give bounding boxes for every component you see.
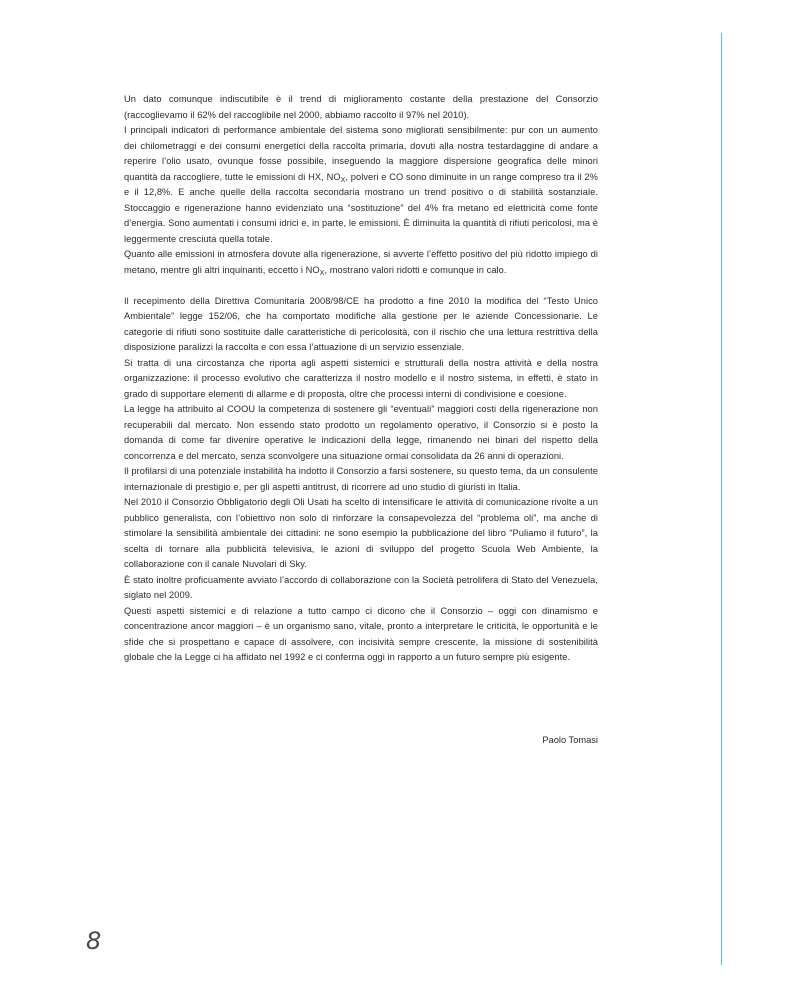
signature: Paolo Tomasi [542,735,598,745]
paragraph-3-part-b: , mostrano valori ridotti e comunque in calo. [324,264,507,275]
paragraph-2-part-b: , polveri e CO sono diminuite in un range compreso tra il 2% e il 12,8%. E anche quelle della raccolta secondaria mostrano un trend positivo o di stabilità sostanziale. Stoccaggio e rigenerazione hanno evidenziato una “sostituzione” del 4% fra metano ed elettricità come fonte d’energia. Sono aumentati i consumi idrici e, in parte, le emissioni. È diminuita la quantità di rifiuti pericolosi, ma è leggermente cresciuta quella totale. [124,171,598,244]
paragraph-3-part-a: Quanto alle emissioni in atmosfera dovute alla rigenerazione, si avverte l’effetto positivo del più ridotto impiego di metano, mentre gli altri inquinanti, eccetto i NO [124,249,598,275]
paragraph-4: Il recepimento della Direttiva Comunitaria 2008/98/CE ha prodotto a fine 2010 la modifica del “Testo Unico Ambientale” legge 152/06, che ha comportato modifiche alla gestione per le aziende Concessionarie. Le categorie di rifiuti sono sostituite dalle caratteristiche di pericolosità, con il rischio che una lettura restrittiva della disposizione paralizzi la raccolta e con essa l’attuazione di un servizio essenziale. [124,295,598,352]
paragraph-2 [124,123,598,247]
vertical-accent-rule [721,33,722,965]
paragraph-7: Il profilarsi di una potenziale instabilità ha indotto il Consorzio a farsi sostenere, su questo tema, da un consulente internazionale di prestigio e, per gli aspetti antitrust, di ricorrere ad uno studio di giuristi in Italia. [124,466,598,492]
paragraph-2-part-a: I principali indicatori di performance ambientale del sistema sono migliorati sensibilmente: pur con un aumento dei chilometraggi e dei consumi energetici della raccolta primaria, dovuti alla nostra testardaggine di andare a reperire l’olio usato, ovunque fosse possibile, inseguendo la maggiore dispersione geografica delle minori quantità da raccogliere, tutte le emissioni di HX, NO [124,125,598,182]
subscript-x: X [319,269,325,277]
paragraph-6: La legge ha attribuito al COOU la competenza di sostenere gli “eventuali” maggiori costi della rigenerazione non recuperabili dal mercato. Non essendo stato prodotto un regolamento operativo, il Consorzio si è posto la domanda di come far divenire operative le indicazioni della legge, rimanendo nei binari del rispetto della concorrenza e del mercato, senza sconvolgere una situazione ormai consolidata da 26 anni di operazioni. [124,404,598,461]
paragraph-5: Si tratta di una circostanza che riporta agli aspetti sistemici e strutturali della nostra attività e della nostra organizzazione: il processo evolutivo che caratterizza il nostro modello e il nostro sistema, in effetti, è stato in grado di supportare elementi di allarme e di proposta, oltre che processi interni di condivisione e coesione. [124,357,598,399]
paragraph-3 [124,247,598,278]
body-text [124,92,598,666]
subscript-x: X [340,176,346,184]
paragraph-8: Nel 2010 il Consorzio Obbligatorio degli Oli Usati ha scelto di intensificare le attività di comunicazione rivolte a un pubblico generalista, con l’obiettivo non solo di rinforzare la consapevolezza del “problema oli”, ma anche di stimolare la sensibilità ambientale dei cittadini: ne sono esempio la pubblicazione del libro “Puliamo il futuro”, la scelta di tornare alla pubblicità televisiva, le azioni di sviluppo del progetto Scuola Web Ambiente, la collaborazione con il canale Nuvolari di Sky. [124,497,598,569]
paragraph-9: È stato inoltre proficuamente avviato l’accordo di collaborazione con la Società petrolifera di Stato del Venezuela, siglato nel 2009. [124,574,598,600]
paragraph-10: Questi aspetti sistemici e di relazione a tutto campo ci dicono che il Consorzio – oggi con dinamismo e concentrazione ancor maggiori – è un organismo sano, vitale, pronto a interpretare le criticità, le opportunità e le sfide che si prospettano e capace di assolvere, con incisività sempre crescente, la missione di sostenibilità globale che la Legge ci ha affidato nel 1992 e ci conferma oggi in rapporto a un futuro sempre più esigente. [124,605,598,662]
paragraph-1: Un dato comunque indiscutibile è il trend di miglioramento costante della prestazione del Consorzio (raccoglievamo il 62% del raccoglibile nel 2000, abbiamo raccolto il 97% nel 2010). [124,94,598,120]
page-number: 8 [86,927,102,955]
